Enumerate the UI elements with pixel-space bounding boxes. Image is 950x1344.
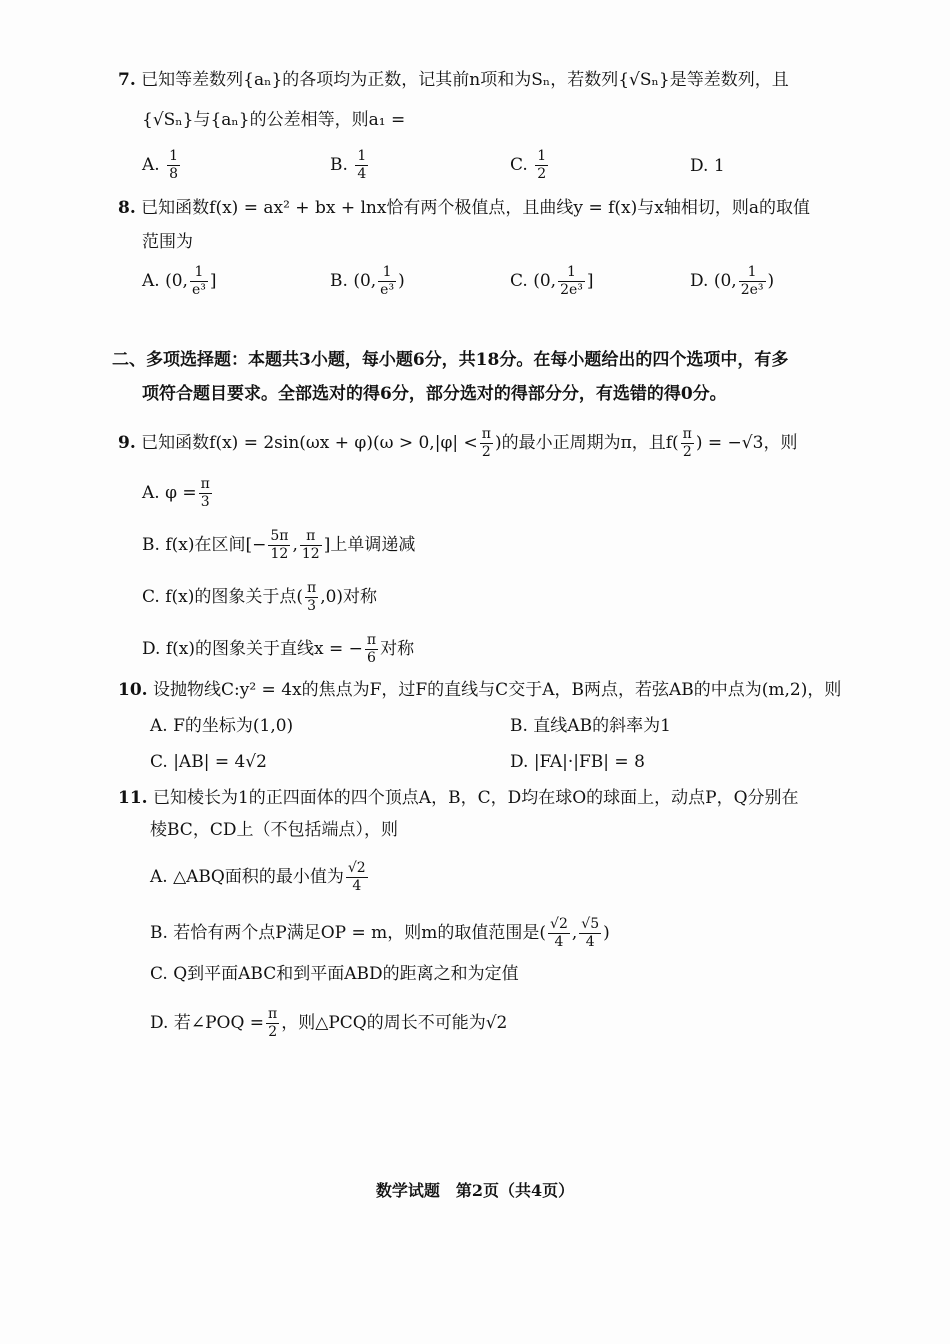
q10-option-a: A. F的坐标为(1,0) [150,716,294,736]
option-label: A. [142,155,160,175]
option-label: C. [510,155,528,175]
q9-option-a [142,476,214,511]
option-label: C. [142,587,160,607]
q8-option-b [330,264,405,299]
page-footer: 数学试题 第2页（共4页） [375,1181,575,1200]
q11-option-b [150,916,610,951]
question-number: 8. [118,198,136,218]
section-2-heading-line2: 项符合题目要求。全部选对的得6分，部分选对的得部分分，有选错的得0分。 [142,384,727,404]
q7-option-c [510,148,550,183]
question-number: 7. [118,70,136,90]
fraction: $\frac{5\pi}{12}$ [270,528,289,562]
option-label: B. [330,271,348,291]
fraction: $\frac{\pi}{2}$ [268,1006,278,1040]
option-text: 对称 [380,639,415,659]
q8-option-a [142,264,217,299]
option-label: A. [142,483,160,503]
q9-option-b [142,528,415,563]
q10-option-b: B. 直线AB的斜率为1 [510,716,671,736]
q7-option-d [690,154,725,178]
option-text: D. 若∠POQ = [150,1013,265,1033]
question-text: 已知函数f(x) = ax² + bx + lnx恰有两个极值点，且曲线y = f(x)与x轴相切，则a的取值 [141,198,810,218]
option-label: C. [510,271,528,291]
fraction: $\frac{√5}{4}$ [581,916,600,950]
option-text: B. 若恰有两个点P满足OP = m，则m的取值范围是( [150,923,547,943]
option-text: ,0)对称 [320,587,378,607]
question-text: )的最小正周期为π，且f( [494,433,679,453]
fraction: $\frac{1}{\text{e³}}$ [191,264,206,298]
question-number: 11. [118,788,148,808]
question-number: 10. [118,680,148,700]
q11-option-c: C. Q到平面ABC和到平面ABD的距离之和为定值 [150,964,519,984]
option-text: , [571,923,578,943]
option-text: A. △ABQ面积的最小值为 [150,867,344,887]
option-text: ) [603,923,610,943]
fraction: $\frac{\pi}{6}$ [366,632,377,666]
q9-option-c [142,580,377,615]
fraction: $\frac{1}{8}$ [169,148,179,182]
option-pre: (0, [533,271,557,291]
option-post: ] [209,271,217,291]
option-value: 1 [713,156,725,176]
q8-option-c [510,264,594,299]
question-text: ) = −√3，则 [695,433,798,453]
q11-option-a [150,860,370,895]
option-pre: (0, [353,271,377,291]
option-label: A. [142,271,160,291]
fraction: $\frac{√2}{4}$ [550,916,568,950]
q8-option-d [690,264,774,299]
q10-option-d: D. |FA|·|FB| = 8 [510,752,645,772]
fraction: $\frac{1}{4}$ [357,148,367,182]
q10-option-c: C. |AB| = 4√2 [150,752,267,772]
option-pre: (0, [165,271,188,291]
fraction: $\frac{\pi}{2}$ [481,426,491,460]
fraction: $\frac{\pi}{3}$ [307,580,317,614]
option-post: ] [586,271,594,291]
question-11-line2: 棱BC，CD上（不包括端点），则 [150,820,398,840]
option-post: ) [767,271,775,291]
option-text: ，则△PCQ的周长不可能为√2 [281,1013,508,1033]
question-text: 已知函数f(x) = 2sin(ωx + φ)(ω > 0,|φ| < [141,433,478,453]
fraction: $\frac{\pi}{12}$ [301,528,320,562]
fraction: $\frac{1}{\text{2e³}}$ [740,264,764,298]
option-text: f(x)的图象关于点( [165,587,303,607]
question-number: 9. [118,433,136,453]
option-label: D. [690,156,709,176]
option-label: D. [142,639,161,659]
fraction: $\frac{1}{\text{e³}}$ [380,264,395,298]
option-post: ) [398,271,405,291]
fraction: $\frac{1}{\text{2e³}}$ [560,264,583,298]
question-text: 已知等差数列{aₙ}的各项均为正数，记其前n项和为Sₙ，若数列{√Sₙ}是等差数列，且 [141,70,789,90]
option-text: f(x)的图象关于直线x = − [165,639,363,659]
option-label: B. [330,155,348,175]
option-text: , [292,535,298,555]
question-text: 设抛物线C:y² = 4x的焦点为F，过F的直线与C交于A，B两点，若弦AB的中点为(m,2)，则 [152,680,842,700]
fraction: $\frac{1}{2}$ [537,148,547,182]
fraction: $\frac{\pi}{2}$ [682,426,692,460]
question-8-line1 [118,196,810,220]
option-text: φ = [165,483,197,503]
q7-option-a [142,148,182,183]
fraction: $\frac{√2}{4}$ [347,860,366,894]
question-11-line1 [118,786,799,810]
question-10-stem [118,678,841,702]
fraction: $\frac{\pi}{3}$ [200,476,210,510]
option-text: ]上单调递减 [323,535,416,555]
question-7-line1 [118,68,789,92]
question-9-stem [118,426,797,461]
question-7-line2: {√Sₙ}与{aₙ}的公差相等，则a₁ = [142,110,406,130]
q9-option-d [142,632,414,667]
q7-option-b [330,148,370,183]
question-text: 已知棱长为1的正四面体的四个顶点A，B，C，D均在球O的球面上，动点P，Q分别在 [152,788,799,808]
option-pre: (0, [713,271,737,291]
question-8-line2: 范围为 [142,232,193,252]
option-label: D. [690,271,709,291]
q11-option-d [150,1006,507,1041]
section-2-heading-line1: 二、多项选择题：本题共3小题，每小题6分，共18分。在每小题给出的四个选项中，有多 [112,350,789,370]
option-label: B. [142,535,160,555]
option-text: f(x)在区间[− [165,535,267,555]
